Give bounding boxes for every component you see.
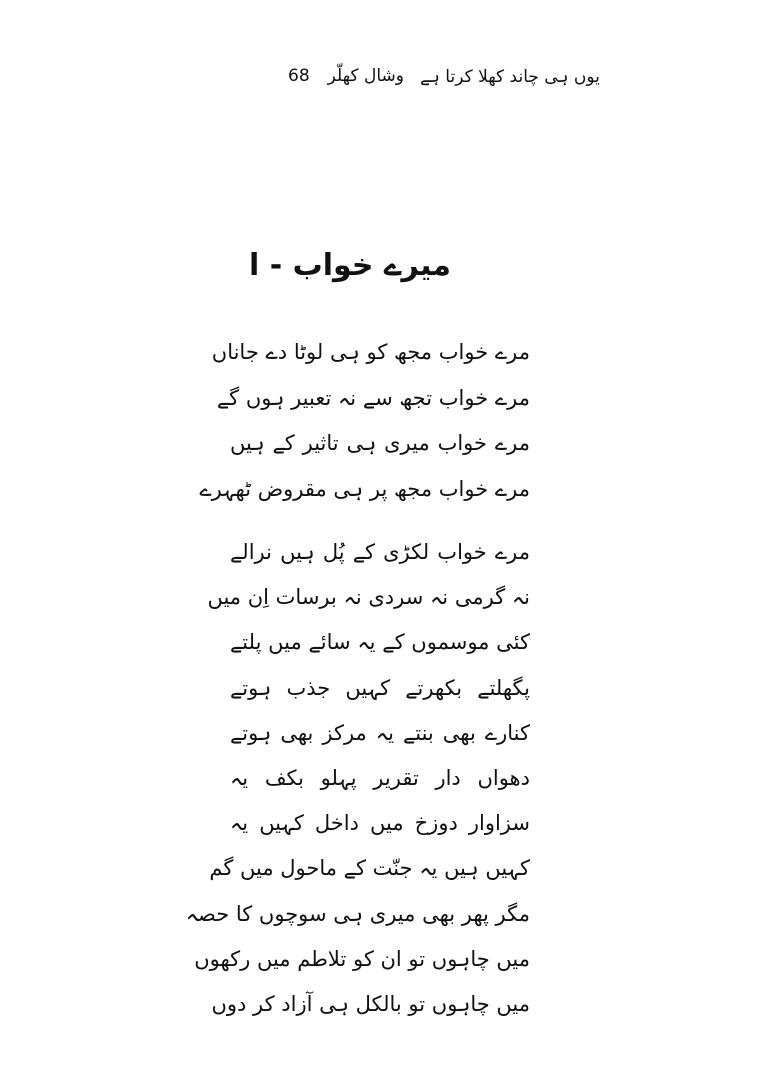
verse-line: کنارے بھی بنتے یہ مرکز بھی ہوتے [230, 720, 530, 745]
verse-line: مرے خواب میری ہی تاثیر کے ہیں [230, 431, 530, 455]
book-title: یوں ہی چاند کھلا کرتا ہے [419, 66, 600, 87]
verse-line: نہ گرمی نہ سردی نہ برسات اِن میں [207, 585, 530, 610]
verse-line: مرے خواب لکڑی کے پُل ہیں نرالے [230, 540, 530, 564]
running-header [270, 58, 600, 94]
verse-line: میں چاہوں تو ان کو تلاطم میں رکھوں [194, 946, 530, 971]
stanza [185, 530, 530, 1027]
verse-line: پگھلتے بکھرتے کہیں جذب ہوتے [230, 675, 530, 700]
verse-line: مرے خواب تجھ سے نہ تعبیر ہوں گے [216, 385, 530, 410]
poem-title: میرے خواب - ا [249, 248, 451, 283]
verse-line: کہیں ہیں یہ جنّت کے ماحول میں گم [209, 856, 530, 881]
verse-line: میں چاہوں تو بالکل ہی آزاد کر دوں [211, 991, 530, 1016]
verse-line: مرے خواب مجھ پر ہی مقروض ٹھہرے [199, 476, 530, 501]
verse-line: مگر پھر بھی میری ہی سوچوں کا حصہ [185, 901, 530, 926]
verse-line: کئی موسموں کے یہ سائے میں پلتے [230, 630, 530, 655]
author-name: وشال کھلّر [327, 66, 404, 86]
verse-line: دھواں دار تقریر پہلو بکف یہ [230, 765, 530, 790]
verse-line: سزاوار دوزخ میں داخل کہیں یہ [230, 811, 530, 836]
verse-line: مرے خواب مجھ کو ہی لوٹا دے جاناں [211, 340, 530, 364]
page-number: 68 [288, 66, 310, 86]
stanza [199, 330, 530, 512]
